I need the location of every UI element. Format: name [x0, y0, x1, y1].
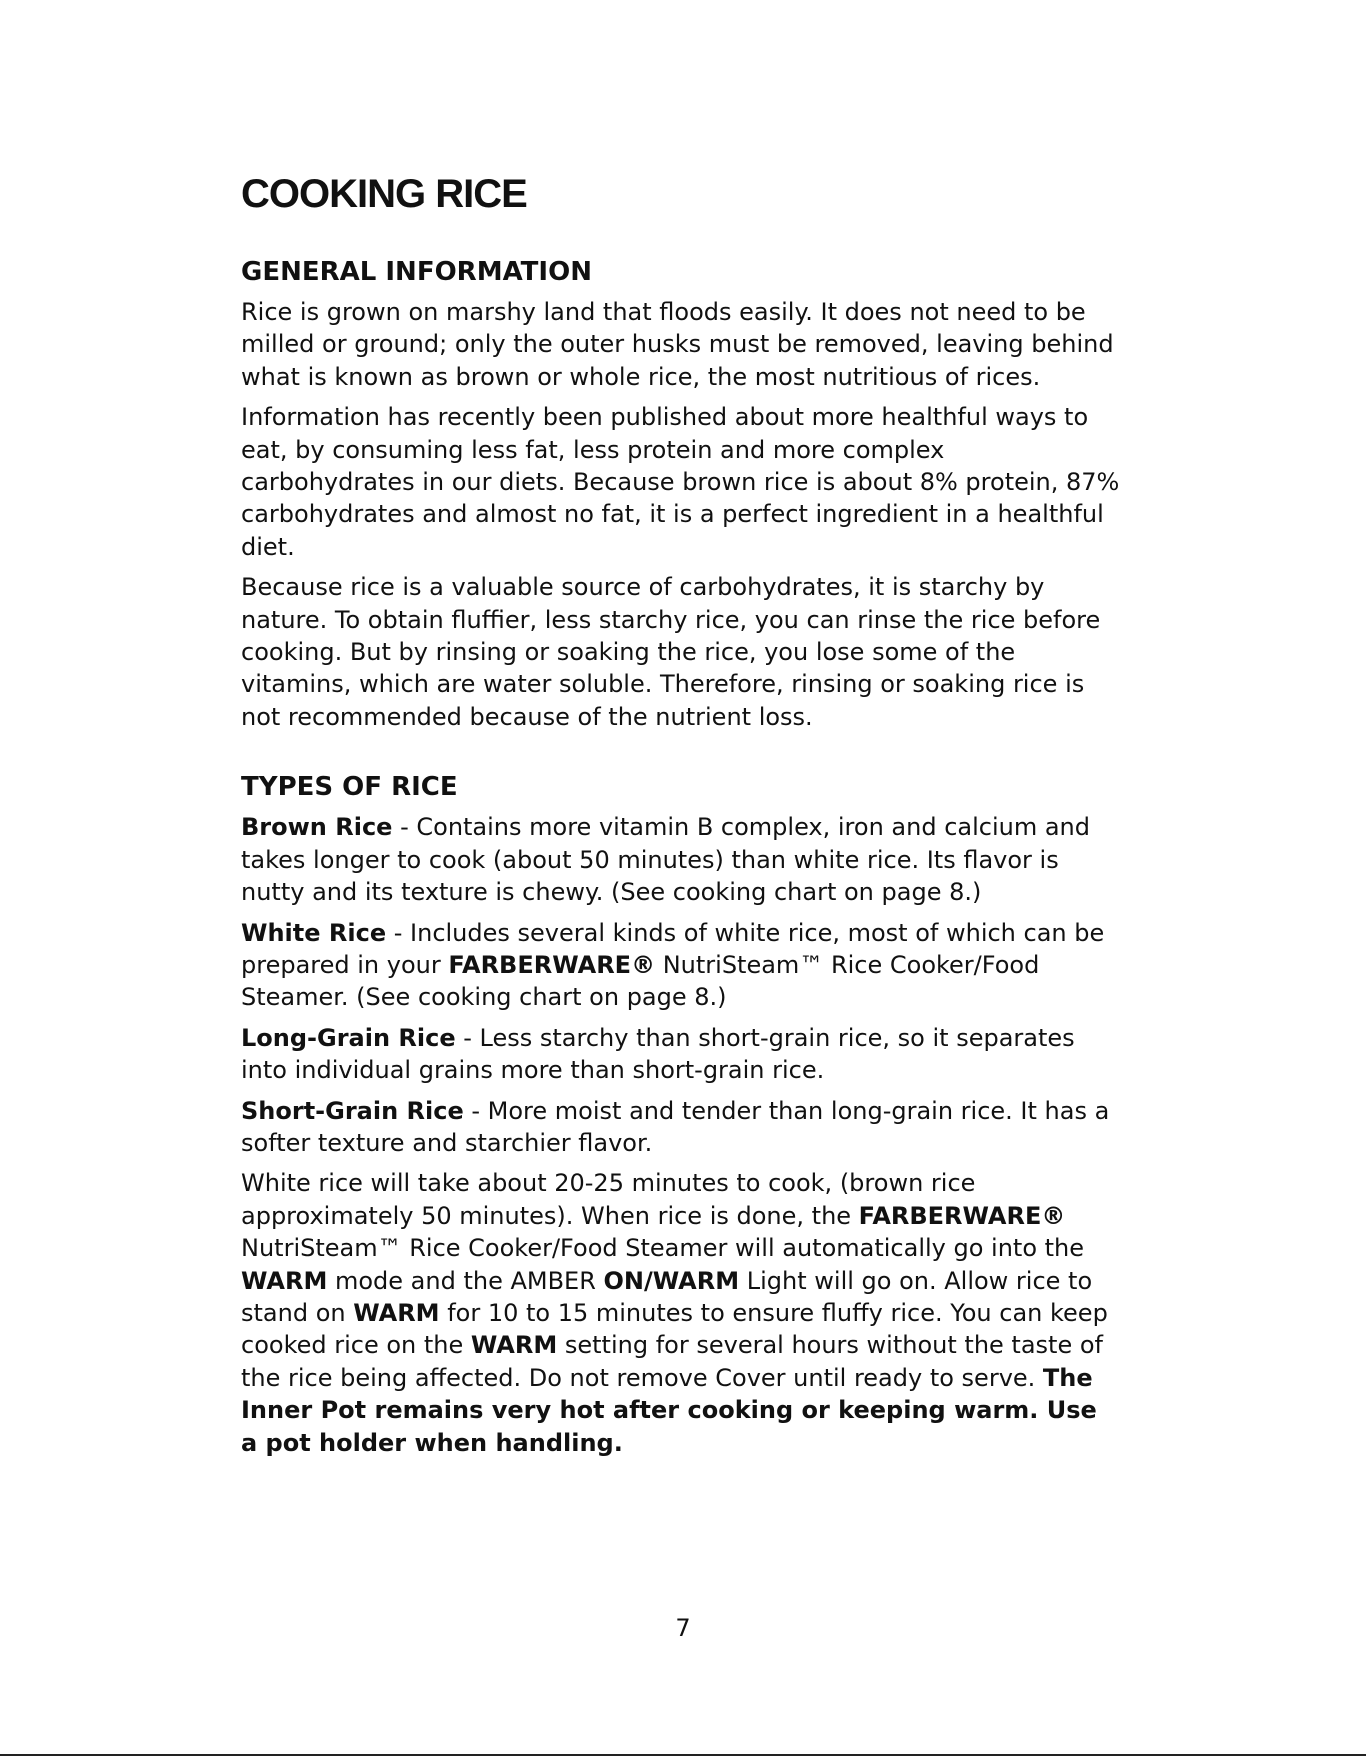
cooking-text-2: NutriSteam™ Rice Cooker/Food Steamer will automatically go into the	[241, 1234, 1085, 1263]
general-paragraph-1: Rice is grown on marshy land that floods easily. It does not need to be milled or ground; only the outer husks must be removed, leaving behind what is known as brown or whole rice, the most nutritious of rices.	[241, 298, 1114, 391]
general-paragraph-3: Because rice is a valuable source of carbohydrates, it is starchy by nature. To obtain fluffier, less starchy rice, you can rinse the rice before cooking. But by rinsing or soaking the rice, you lose some of the vitamins, which are water soluble. Therefore, rinsing or soaking rice is not recommended because of the nutrient loss.	[241, 573, 1101, 731]
long-grain-rice-description: - Less starchy than short-grain rice, so it separates into individual grains more than short-grain rice.	[241, 1023, 1075, 1085]
warm-label: WARM	[353, 1298, 440, 1327]
white-rice-term: White Rice	[241, 918, 387, 947]
warm-label: WARM	[470, 1331, 558, 1360]
white-rice-description-a: - Includes several kinds of white rice, most of which can be prepared in your	[241, 918, 1105, 979]
bottom-rule	[0, 1754, 1366, 1756]
warm-label: WARM	[241, 1266, 328, 1295]
general-information-heading: GENERAL INFORMATION	[241, 257, 592, 287]
white-rice-entry	[241, 917, 1121, 1014]
cooking-text-5: for 10 to 15 minutes to ensure fluffy rice. You can keep cooked rice on the	[241, 1298, 1108, 1360]
short-grain-rice-description: - More moist and tender than long-grain rice. It has a softer texture and starchier flavor.	[241, 1096, 1110, 1157]
page-title: COOKING RICE	[241, 172, 527, 216]
general-paragraph-2: Information has recently been published about more healthful ways to eat, by consuming less fat, less protein and more complex carbohydrates in our diets. Because brown rice is about 8% protein, 87% carbohydrates and almost no fat, it is a perfect ingredient in a healthful diet.	[241, 403, 1120, 561]
hot-pot-warning: The Inner Pot remains very hot after cooking or keeping warm. Use a pot holder when handling.	[241, 1363, 1097, 1457]
types-of-rice-heading: TYPES OF RICE	[241, 772, 458, 803]
page-number: 7	[675, 1614, 691, 1642]
cooking-text-6: setting for several hours without the taste of the rice being affected. Do not remove Cover until ready to serve.	[241, 1331, 1103, 1392]
cooking-text-1: White rice will take about 20-25 minutes to cook, (brown rice approximately 50 minutes). When rice is done, the	[241, 1169, 976, 1230]
brand-name: FARBERWARE®	[858, 1201, 1066, 1230]
brown-rice-term: Brown Rice	[241, 813, 393, 842]
short-grain-rice-term: Short-Grain Rice	[241, 1096, 464, 1125]
document-page	[241, 168, 1121, 1467]
white-rice-description-b: NutriSteam™ Rice Cooker/Food Steamer. (See cooking chart on page 8.)	[241, 950, 1040, 1012]
cooking-text-3: mode and the AMBER	[327, 1266, 604, 1295]
brown-rice-description: - Contains more vitamin B complex, iron and calcium and takes longer to cook (about 50 minutes) than white rice. Its flavor is nutty and its texture is chewy. (See cooking chart on page 8.)	[241, 813, 1090, 907]
long-grain-rice-term: Long-Grain Rice	[241, 1023, 456, 1052]
short-grain-rice-entry	[241, 1095, 1121, 1160]
cooking-text-4: Light will go on. Allow rice to stand on	[241, 1266, 1093, 1327]
on-warm-label: ON/WARM	[603, 1266, 740, 1295]
brown-rice-entry	[241, 811, 1121, 908]
cooking-instructions-paragraph	[241, 1167, 1121, 1459]
long-grain-rice-entry	[241, 1022, 1121, 1087]
brand-name: FARBERWARE®	[448, 950, 656, 979]
